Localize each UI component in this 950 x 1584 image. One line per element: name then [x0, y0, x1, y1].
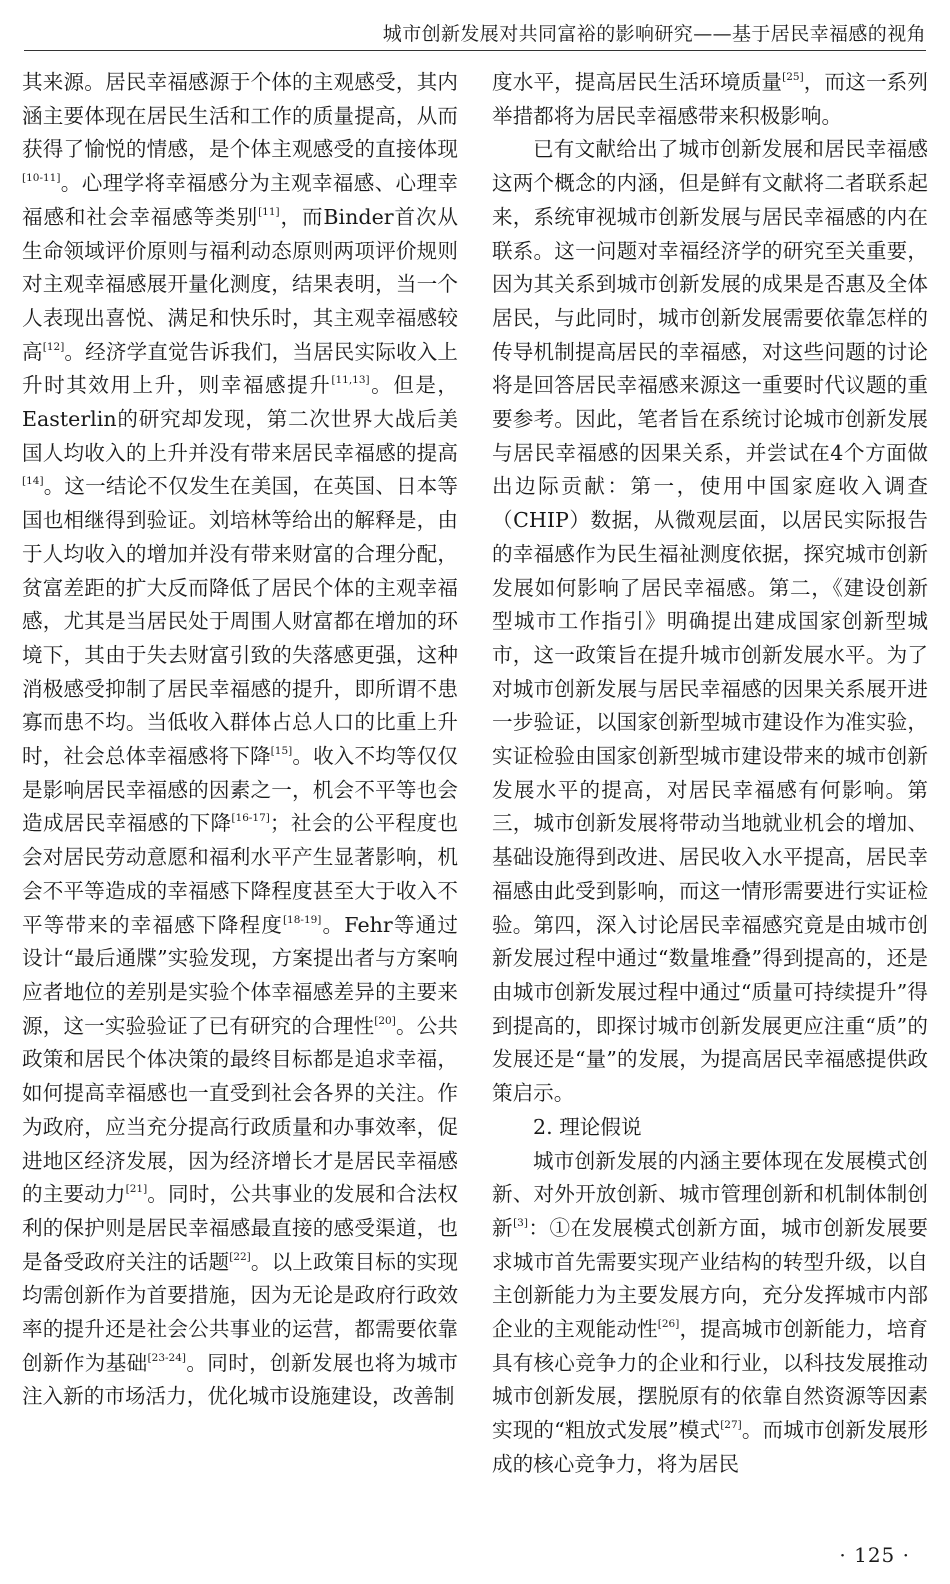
citation-ref: [23-24]	[147, 1351, 187, 1364]
paragraph: 度水平，提高居民生活环境质量[25]，而这一系列举措都将为居民幸福感带来积极影响。	[492, 70, 929, 128]
right-column	[492, 66, 928, 1482]
citation-ref: [12]	[42, 340, 65, 353]
citation-ref: [25]	[782, 71, 804, 83]
paragraph: 城市创新发展的内涵主要体现在发展模式创新、对外开放创新、城市管理创新和机制体制创新[3]：①在发展模式创新方面，城市创新发展要求城市首先需要实现产业结构的转型升级，以自主创新能力为主要发展方向，充分发挥城市内部企业的主观能动性[26]，提高城市创新能力，培育具有核心竞争力的企业和行业，以科技发展推动城市创新发展，摆脱原有的依靠自然资源等因素实现的“粗放式发展”模式[27]。而城市创新发展形成的核心竞争力，将为居民	[492, 1148, 929, 1476]
running-header	[24, 14, 926, 51]
section-heading: 2. 理论假说	[533, 1114, 642, 1139]
citation-ref: [10-11]	[22, 172, 61, 185]
citation-ref: [21]	[125, 1183, 148, 1196]
citation-ref: [16-17]	[231, 812, 270, 825]
left-column	[22, 66, 458, 1414]
citation-ref: [15]	[270, 745, 293, 758]
citation-ref: [26]	[657, 1318, 680, 1331]
citation-ref: [11,13]	[331, 374, 370, 387]
paragraph: 已有文献给出了城市创新发展和居民幸福感这两个概念的内涵，但是鲜有文献将二者联系起来，系统审视城市创新发展与居民幸福感的内在联系。这一问题对幸福经济学的研究至关重要，因为其关系到城市创新发展的成果是否惠及全体居民，与此同时，城市创新发展需要依靠怎样的传导机制提高居民的幸福感，对这些问题的讨论将是回答居民幸福感来源这一重要时代议题的重要参考。因此，笔者旨在系统讨论城市创新发展与居民幸福感的因果关系，并尝试在4个方面做出边际贡献：第一，使用中国家庭收入调查（CHIP）数据，从微观层面，以居民实际报告的幸福感作为民生福祉测度依据，探究城市创新发展如何影响了居民幸福感。第二，《建设创新型城市工作指引》明确提出建成国家创新型城市，这一政策旨在提升城市创新发展水平。为了对城市创新发展与居民幸福感的因果关系展开进一步验证，以国家创新型城市建设作为准实验，实证检验由国家创新型城市建设带来的城市创新发展水平的提高，对居民幸福感有何影响。第三，城市创新发展将带动当地就业机会的增加、基础设施得到改进、居民收入水平提高，居民幸福感由此受到影响，而这一情形需要进行实证检验。第四，深入讨论居民幸福感究竟是由城市创新发展过程中通过“数量堆叠”得到提高的，还是由城市创新发展过程中通过“质量可持续提升”得到提高的，即探讨城市创新发展更应注重“质”的发展还是“量”的发展，为提高居民幸福感提供政策启示。	[492, 137, 928, 1106]
citation-ref: [27]	[720, 1419, 742, 1432]
citation-ref: [18-19]	[282, 913, 322, 926]
page-number: · 125 ·	[839, 1543, 910, 1567]
citation-ref: [20]	[374, 1014, 396, 1027]
citation-ref: [22]	[229, 1250, 251, 1263]
citation-ref: [14]	[22, 475, 44, 488]
paragraph: 其来源。居民幸福感源于个体的主观感受，其内涵主要体现在居民生活和工作的质量提高，从而获得了愉悦的情感，是个体主观感受的直接体现[10-11]。心理学将幸福感分为主观幸福感、心理幸福感和社会幸福感等类别[11]，而Binder首次从生命领域评价原则与福利动态原则两项评价规则对主观幸福感展开量化测度，结果表明，当一个人表现出喜悦、满足和快乐时，其主观幸福感较高[12]。经济学直觉告诉我们，当居民实际收入上升时其效用上升，则幸福感提升[11,13]。但是，Easterlin的研究却发现，第二次世界大战后美国人均收入的上升并没有带来居民幸福感的提高[14]。这一结论不仅发生在美国，在英国、日本等国也相继得到验证。刘培林等给出的解释是，由于人均收入的增加并没有带来财富的合理分配，贫富差距的扩大反而降低了居民个体的主观幸福感，尤其是当居民处于周围人财富都在增加的环境下，其由于失去财富引致的失落感更强，这种消极感受抑制了居民幸福感的提升，即所谓不患寡而患不均。当低收入群体占总人口的比重上升时，社会总体幸福感将下降[15]。收入不均等仅仅是影响居民幸福感的因素之一，机会不平等也会造成居民幸福感的下降[16-17]；社会的公平程度也会对居民劳动意愿和福利水平产生显著影响，机会不平等造成的幸福感下降程度甚至大于收入不平等带来的幸福感下降程度[18-19]。Fehr等通过设计“最后通牒”实验发现，方案提出者与方案响应者地位的差别是实验个体幸福感差异的主要来源，这一实验验证了已有研究的合理性[20]。公共政策和居民个体决策的最终目标都是追求幸福，如何提高幸福感也一直受到社会各界的关注。作为政府，应当充分提高行政质量和办事效率，促进地区经济发展，因为经济增长才是居民幸福感的主要动力[21]。同时，公共事业的发展和合法权利的保护则是居民幸福感最直接的感受渠道，也是备受政府关注的话题[22]。以上政策目标的实现均需创新作为首要措施，因为无论是政府行政效率的提升还是社会公共事业的运营，都需要依靠创新作为基础[23-24]。同时，创新发展也将为城市注入新的市场活力，优化城市设施建设，改善制	[22, 70, 459, 1409]
citation-ref: [3]	[513, 1216, 528, 1229]
citation-ref: [11]	[258, 205, 280, 218]
running-head-title: 城市创新发展对共同富裕的影响研究——基于居民幸福感的视角	[382, 22, 926, 45]
